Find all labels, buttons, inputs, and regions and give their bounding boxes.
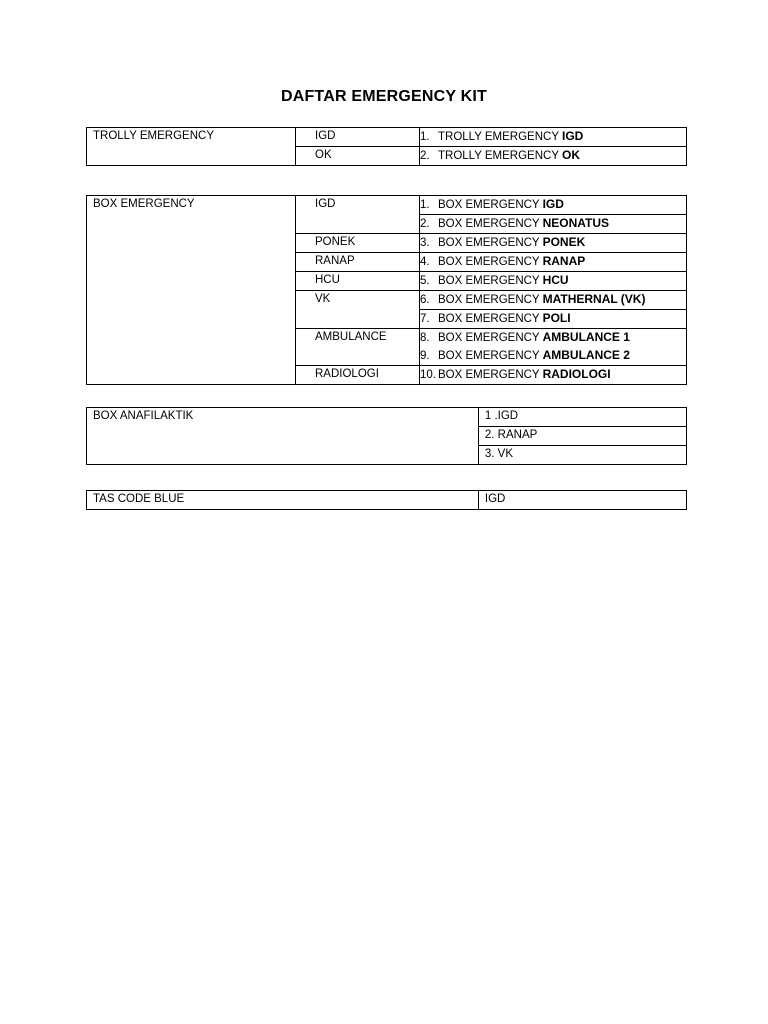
item-number: 9.	[420, 350, 430, 362]
item-location: RANAP	[542, 254, 586, 268]
item-number: 6.	[420, 294, 430, 306]
item-number: 1.	[420, 131, 430, 143]
item-location: NEONATUS	[542, 216, 610, 230]
item-number: 1.	[420, 199, 430, 211]
item-location: PONEK	[542, 235, 586, 249]
item-text: BOX EMERGENCY	[438, 256, 543, 268]
unit-cell: 2. RANAP	[478, 427, 686, 446]
item-cell	[420, 347, 687, 366]
item-text: BOX EMERGENCY	[438, 369, 543, 381]
item-cell	[420, 196, 687, 215]
item-number: 2.	[420, 150, 430, 162]
unit-cell: IGD	[296, 196, 420, 234]
unit-cell: IGD	[296, 128, 420, 147]
unit-cell: 3. VK	[478, 446, 686, 465]
item-cell	[420, 147, 687, 166]
item-text: BOX EMERGENCY	[438, 332, 543, 344]
item-number: 2.	[420, 218, 430, 230]
unit-cell: RANAP	[296, 253, 420, 272]
item-cell	[420, 234, 687, 253]
item-location: IGD	[561, 129, 584, 143]
item-text: BOX EMERGENCY	[438, 218, 543, 230]
unit-cell: IGD	[478, 491, 686, 510]
item-number: 3.	[420, 237, 430, 249]
item-location: IGD	[542, 197, 564, 211]
unit-cell: AMBULANCE	[296, 329, 420, 366]
item-cell	[420, 291, 687, 310]
item-text: BOX EMERGENCY	[438, 313, 543, 325]
item-cell	[420, 128, 687, 147]
trolly-emergency-table	[86, 127, 687, 166]
item-cell	[420, 272, 687, 291]
tas-code-blue-table	[86, 490, 687, 510]
category-cell: TAS CODE BLUE	[87, 491, 479, 510]
unit-cell: OK	[296, 147, 420, 166]
item-text: BOX EMERGENCY	[438, 294, 543, 306]
item-cell	[420, 253, 687, 272]
category-cell: TROLLY EMERGENCY	[87, 128, 296, 166]
item-location: MATHERNAL (VK)	[542, 292, 646, 306]
item-text: BOX EMERGENCY	[438, 275, 543, 287]
unit-cell: PONEK	[296, 234, 420, 253]
page-title: DAFTAR EMERGENCY KIT	[280, 88, 488, 105]
item-text: BOX EMERGENCY	[438, 199, 543, 211]
item-location: AMBULANCE 1	[542, 330, 630, 344]
unit-cell: RADIOLOGI	[296, 366, 420, 385]
item-location: AMBULANCE 2	[542, 348, 630, 362]
item-text: BOX EMERGENCY	[438, 350, 543, 362]
category-cell: BOX EMERGENCY	[87, 196, 296, 385]
item-number: 4.	[420, 256, 430, 268]
item-number: 10.	[420, 369, 436, 381]
item-cell	[420, 329, 687, 348]
item-location: POLI	[542, 311, 571, 325]
table-row	[87, 491, 687, 510]
item-cell	[420, 366, 687, 385]
unit-cell: 1 .IGD	[478, 408, 686, 427]
category-cell: BOX ANAFILAKTIK	[87, 408, 479, 465]
item-text: TROLLY EMERGENCY	[438, 150, 562, 162]
box-emergency-table	[86, 195, 687, 385]
unit-cell: VK	[296, 291, 420, 329]
item-text: TROLLY EMERGENCY	[438, 131, 562, 143]
item-text: BOX EMERGENCY	[438, 237, 543, 249]
item-location: OK	[561, 148, 580, 162]
item-number: 7.	[420, 313, 430, 325]
item-cell	[420, 310, 687, 329]
item-location: RADIOLOGI	[542, 367, 611, 381]
table-row	[87, 408, 687, 427]
unit-cell: HCU	[296, 272, 420, 291]
item-number: 5.	[420, 275, 430, 287]
item-location: HCU	[542, 273, 569, 287]
table-row	[87, 196, 687, 215]
item-cell	[420, 215, 687, 234]
item-number: 8.	[420, 332, 430, 344]
table-row	[87, 128, 687, 147]
box-anafilaktik-table	[86, 407, 687, 465]
